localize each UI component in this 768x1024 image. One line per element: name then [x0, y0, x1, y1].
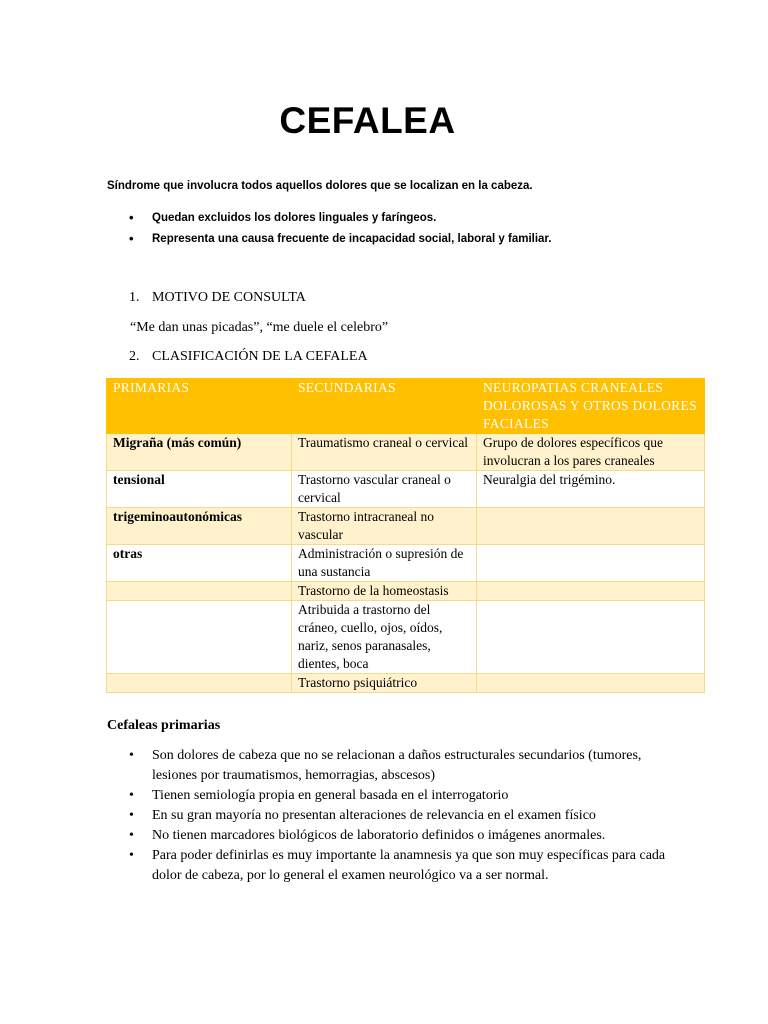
table-row [107, 434, 705, 471]
intro-paragraph: Síndrome que involucra todos aquellos dolores que se localizan en la cabeza. [107, 180, 533, 192]
table-cell: Trastorno de la homeostasis [292, 582, 477, 601]
table-cell [477, 582, 705, 601]
table-cell: Migraña (más común) [107, 434, 292, 471]
header-neuropatias: NEUROPATIAS CRANEALES DOLOROSAS Y OTROS DOLORES FACIALES [477, 379, 705, 434]
intro-bullet: • Representa una causa frecuente de incapacidad social, laboral y familiar. [107, 231, 551, 252]
table-cell: otras [107, 545, 292, 582]
table-cell: Trastorno vascular craneal o cervical [292, 471, 477, 508]
item-number: 1. [129, 290, 140, 305]
table-row [107, 508, 705, 545]
table-header-row [107, 379, 705, 434]
table-row [107, 471, 705, 508]
table-cell: Atribuida a trastorno del cráneo, cuello, ojos, oídos, nariz, senos paranasales, dientes, boca [292, 601, 477, 674]
numbered-item-clasificacion [107, 349, 368, 365]
list-item: • Son dolores de cabeza que no se relacionan a daños estructurales secundarios (tumores, lesiones por traumatismos, hemorragias, abscesos) [107, 746, 667, 786]
primary-headache-bullet-list [107, 746, 667, 886]
patient-quote: “Me dan unas picadas”, “me duele el celebro” [130, 320, 389, 335]
list-item: • Tienen semiología propia en general basada en el interrogatorio [107, 786, 667, 806]
list-item: • No tienen marcadores biológicos de laboratorio definidos o imágenes anormales. [107, 826, 667, 846]
table-cell: trigeminoautonómicas [107, 508, 292, 545]
table-row [107, 601, 705, 674]
item-label: MOTIVO DE CONSULTA [152, 290, 306, 305]
numbered-item-motivo [107, 290, 306, 306]
classification-table [106, 378, 705, 693]
table-cell [477, 674, 705, 693]
table-row [107, 674, 705, 693]
table-cell: Administración o supresión de una sustancia [292, 545, 477, 582]
intro-bullet-list [107, 210, 551, 252]
section-heading-cefaleas-primarias: Cefaleas primarias [107, 718, 221, 733]
header-primarias: PRIMARIAS [107, 379, 292, 434]
table-row [107, 582, 705, 601]
table-cell: Grupo de dolores específicos que involucran a los pares craneales [477, 434, 705, 471]
header-secundarias: SECUNDARIAS [292, 379, 477, 434]
table-cell [107, 582, 292, 601]
table-cell [107, 601, 292, 674]
document-title: CEFALEA [279, 100, 456, 141]
list-item: • Para poder definirlas es muy importante la anamnesis ya que son muy específicas para cada dolor de cabeza, por lo general el examen neurológico va a ser normal. [107, 846, 667, 886]
table-cell [107, 674, 292, 693]
list-item: • En su gran mayoría no presentan alteraciones de relevancia en el examen físico [107, 806, 667, 826]
table-cell [477, 508, 705, 545]
item-number: 2. [129, 349, 140, 364]
table-row [107, 545, 705, 582]
item-label: CLASIFICACIÓN DE LA CEFALEA [152, 349, 368, 364]
table-cell: tensional [107, 471, 292, 508]
table-cell: Trastorno psiquiátrico [292, 674, 477, 693]
table-cell [477, 601, 705, 674]
intro-bullet: • Quedan excluidos los dolores linguales y faríngeos. [107, 210, 551, 231]
table-cell: Trastorno intracraneal no vascular [292, 508, 477, 545]
table-cell: Neuralgia del trigémino. [477, 471, 705, 508]
table-cell [477, 545, 705, 582]
table-cell: Traumatismo craneal o cervical [292, 434, 477, 471]
